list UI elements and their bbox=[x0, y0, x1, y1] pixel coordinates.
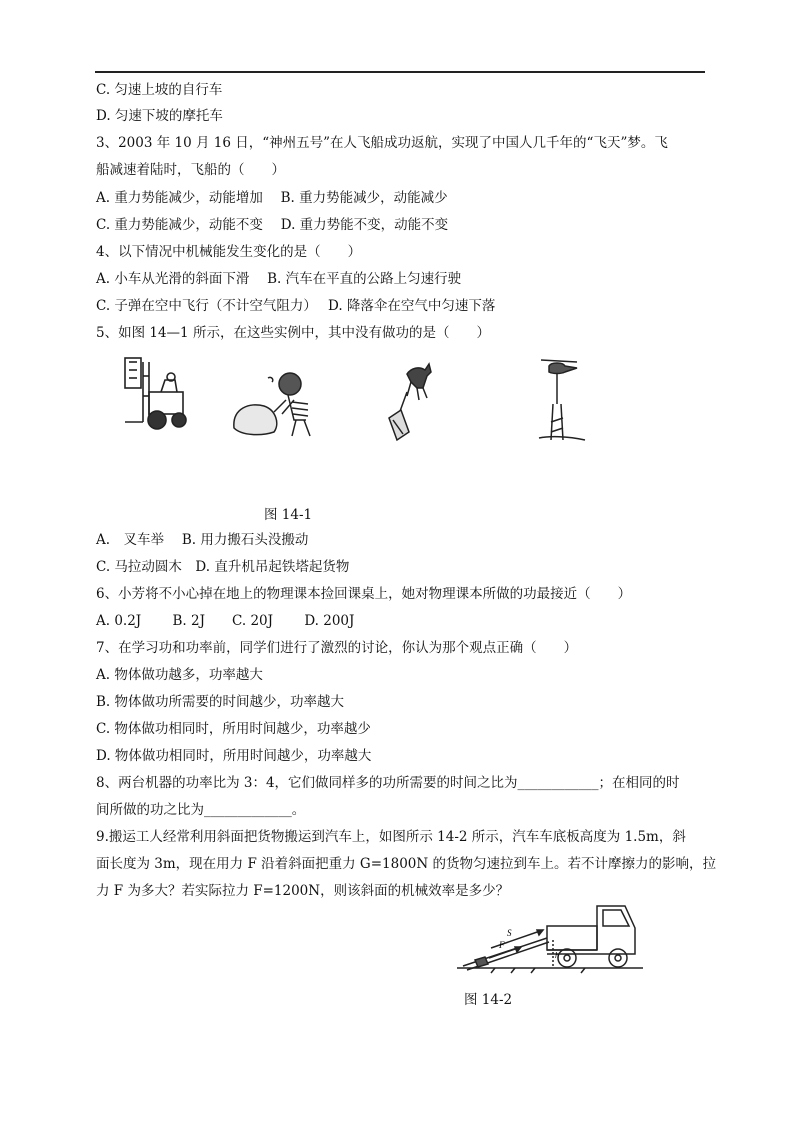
q4-stem: 4、以下情况中机械能发生变化的是（ ） bbox=[96, 244, 362, 260]
height-label: h bbox=[555, 951, 559, 960]
lifting-stone-illustration bbox=[228, 362, 320, 442]
q3-options-row-1: A. 重力势能减少，动能增加 B. 重力势能减少，动能减少 bbox=[96, 190, 448, 206]
q6-options: A. 0.2J B. 2J C. 20J D. 200J bbox=[96, 613, 355, 629]
q4-options-row-2: C. 子弹在空中飞行（不计空气阻力） D. 降落伞在空气中匀速下落 bbox=[96, 298, 496, 314]
q5-stem: 5、如图 14—1 所示，在这些实例中，其中没有做功的是（ ） bbox=[96, 325, 490, 341]
figure-14-2-caption: 图 14-2 bbox=[464, 992, 513, 1008]
horse-pulling-log-illustration bbox=[383, 352, 439, 444]
q7-option-d: D. 物体做功相同时，所用时间越少，功率越大 bbox=[96, 748, 372, 764]
q3-stem-line-1: 3、2003 年 10 月 16 日，“神州五号”在人飞船成功返航，实现了中国人几千年的“飞天”梦。飞 bbox=[96, 135, 668, 151]
q4-options-row-1: A. 小车从光滑的斜面下滑 B. 汽车在平直的公路上匀速行驶 bbox=[96, 271, 462, 287]
ramp-length-label: S bbox=[507, 928, 512, 938]
q8-line-2: 间所做的功之比为_____________。 bbox=[96, 802, 306, 818]
q8-line-1: 8、两台机器的功率比为 3：4，它们做同样多的功所需要的时间之比为____________；在相同的时 bbox=[96, 775, 680, 791]
truck-ramp-illustration bbox=[455, 898, 645, 974]
pull-force-label: F bbox=[499, 940, 505, 950]
q3-stem-line-2: 船减速着陆时，飞船的（ ） bbox=[96, 162, 285, 178]
q7-option-b: B. 物体做功所需要的时间越少，功率越大 bbox=[96, 694, 345, 710]
q9-line-1: 9.搬运工人经常利用斜面把货物搬运到汽车上，如图所示 14-2 所示，汽车车底板高度为 1.5m，斜 bbox=[96, 829, 686, 845]
q2-option-d: D. 匀速下坡的摩托车 bbox=[96, 108, 223, 124]
q7-option-c: C. 物体做功相同时，所用时间越少，功率越少 bbox=[96, 721, 371, 737]
q9-line-3: 力 F 为多大？若实际拉力 F=1200N，则该斜面的机械效率是多少？ bbox=[96, 883, 510, 899]
figure-14-1-caption: 图 14-1 bbox=[264, 507, 313, 523]
q2-option-c: C. 匀速上坡的自行车 bbox=[96, 82, 223, 98]
forklift-illustration bbox=[115, 352, 191, 438]
helicopter-lifting-tower-illustration bbox=[537, 352, 593, 444]
header-rule bbox=[95, 71, 705, 73]
q6-stem: 6、小芳将不小心掉在地上的物理课本捡回课桌上，她对物理课本所做的功最接近（ ） bbox=[96, 586, 632, 602]
q7-option-a: A. 物体做功越多，功率越大 bbox=[96, 667, 263, 683]
q9-line-2: 面长度为 3m，现在用力 F 沿着斜面把重力 G=1800N 的货物匀速拉到车上。若不计摩擦力的影响，拉 bbox=[96, 856, 716, 872]
q5-options-row-2: C. 马拉动圆木 D. 直升机吊起铁塔起货物 bbox=[96, 559, 350, 575]
q3-options-row-2: C. 重力势能减少，动能不变 D. 重力势能不变，动能不变 bbox=[96, 217, 449, 233]
q7-stem: 7、在学习功和功率前，同学们进行了激烈的讨论，你认为那个观点正确（ ） bbox=[96, 640, 578, 656]
q5-options-row-1: A. 叉车举 B. 用力搬石头没搬动 bbox=[96, 532, 309, 548]
